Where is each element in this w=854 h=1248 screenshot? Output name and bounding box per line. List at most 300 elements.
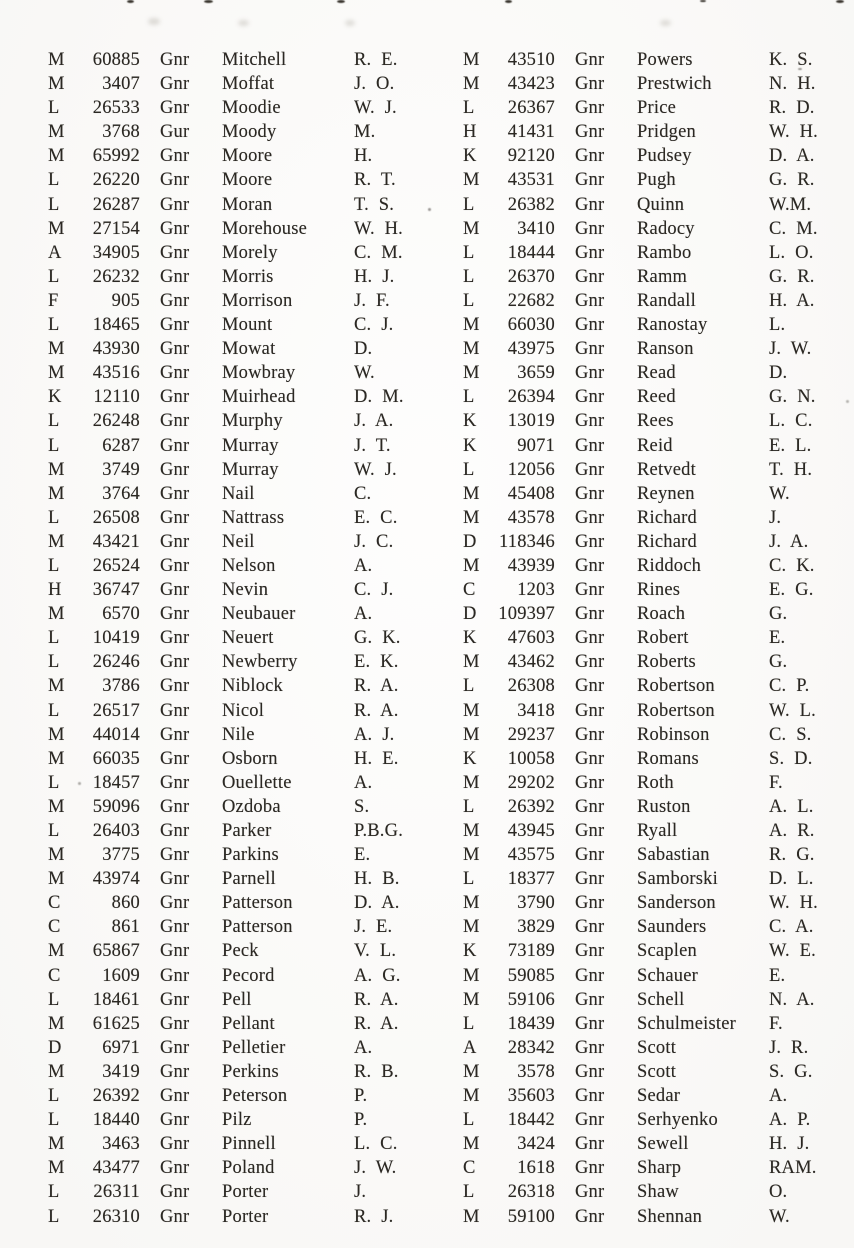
rank-abbrev: Gnr	[160, 845, 190, 866]
service-prefix: L	[48, 411, 60, 432]
service-number: 18439	[507, 1013, 555, 1034]
service-number: 6570	[102, 604, 140, 625]
service-number: 73189	[507, 941, 555, 962]
rank-abbrev: Gnr	[160, 483, 190, 504]
surname: Samborski	[637, 869, 718, 890]
roster-row	[48, 676, 431, 700]
service-number: 43531	[507, 170, 555, 191]
initials: A.	[354, 604, 373, 625]
rank-abbrev: Gnr	[575, 796, 605, 817]
initials: E. G.	[769, 580, 814, 601]
service-number: 3410	[517, 218, 555, 239]
service-number: 29202	[507, 772, 555, 793]
service-number: 3424	[517, 1134, 555, 1155]
rank-abbrev: Gnr	[575, 74, 605, 95]
service-prefix: M	[463, 507, 480, 528]
rank-abbrev: Gnr	[575, 1182, 605, 1203]
roster-row	[48, 363, 431, 387]
service-number: 3775	[102, 845, 140, 866]
surname: Murray	[222, 459, 279, 480]
scan-speck	[846, 400, 849, 403]
service-prefix: M	[463, 170, 480, 191]
surname: Price	[637, 98, 677, 119]
service-number: 3786	[102, 676, 140, 697]
service-prefix: M	[48, 604, 65, 625]
roster-row	[463, 1014, 846, 1038]
surname: Mount	[222, 315, 273, 336]
surname: Poland	[222, 1158, 275, 1179]
initials: J. E.	[354, 917, 393, 938]
surname: Rambo	[637, 242, 692, 263]
service-number: 26232	[92, 266, 140, 287]
service-number: 26392	[507, 796, 555, 817]
initials: G.	[769, 652, 788, 673]
roster-row	[463, 98, 846, 122]
initials: N. H.	[769, 74, 816, 95]
service-prefix: L	[48, 435, 60, 456]
service-number: 18457	[92, 772, 140, 793]
service-prefix: L	[48, 1182, 60, 1203]
roster-row	[48, 98, 431, 122]
roster-row	[463, 532, 846, 556]
service-prefix: M	[463, 1061, 480, 1082]
surname: Scott	[637, 1061, 677, 1082]
service-number: 1618	[517, 1158, 555, 1179]
service-prefix: L	[48, 989, 60, 1010]
roster-row	[463, 869, 846, 893]
service-prefix: L	[48, 555, 60, 576]
surname: Sabastian	[637, 845, 710, 866]
initials: H. A.	[769, 290, 815, 311]
service-prefix: M	[48, 1158, 65, 1179]
initials: C. P.	[769, 676, 810, 697]
service-number: 1203	[517, 580, 555, 601]
initials: W. L.	[769, 700, 816, 721]
service-prefix: M	[48, 74, 65, 95]
surname: Pugh	[637, 170, 676, 191]
roster-row	[463, 315, 846, 339]
roster-row	[48, 484, 431, 508]
rank-abbrev: Gnr	[160, 580, 190, 601]
service-prefix: L	[48, 772, 60, 793]
service-number: 43945	[507, 821, 555, 841]
surname: Scaplen	[637, 941, 697, 962]
initials: A.	[354, 1037, 373, 1058]
service-prefix: H	[463, 122, 477, 143]
service-prefix: D	[463, 531, 477, 552]
service-prefix: A	[48, 242, 62, 263]
initials: O.	[769, 1182, 788, 1203]
rank-abbrev: Gnr	[160, 1061, 190, 1082]
rank-abbrev: Gnr	[575, 1134, 605, 1155]
initials: RAM.	[769, 1158, 817, 1179]
service-number: 3463	[102, 1134, 140, 1155]
initials: C.	[354, 483, 372, 504]
surname: Pridgen	[637, 122, 696, 143]
service-prefix: M	[48, 845, 65, 866]
surname: Murray	[222, 435, 279, 456]
initials: W. E.	[769, 941, 816, 962]
roster-row	[463, 1182, 846, 1206]
surname: Robinson	[637, 724, 710, 745]
service-prefix: C	[48, 893, 61, 914]
service-number: 43516	[92, 363, 140, 384]
rank-abbrev: Gnr	[575, 170, 605, 191]
surname: Porter	[222, 1206, 269, 1227]
rank-abbrev: Gnr	[575, 724, 605, 745]
rank-abbrev: Gnr	[575, 941, 605, 962]
rank-abbrev: Gnr	[575, 772, 605, 793]
service-prefix: M	[463, 989, 480, 1010]
scan-smudge	[238, 20, 249, 26]
initials: G.	[769, 604, 788, 625]
rank-abbrev: Gnr	[160, 459, 190, 480]
service-prefix: C	[48, 917, 61, 938]
roster-row	[463, 508, 846, 532]
roster-row	[48, 170, 431, 194]
roster-row	[48, 243, 431, 267]
service-number: 12110	[93, 387, 140, 408]
roster-row	[463, 267, 846, 291]
surname: Sharp	[637, 1158, 682, 1179]
surname: Nicol	[222, 700, 265, 721]
initials: G. K.	[354, 628, 401, 649]
service-number: 26394	[507, 387, 555, 408]
initials: G. R.	[769, 170, 815, 191]
surname: Read	[637, 363, 676, 384]
service-number: 109397	[498, 604, 555, 625]
surname: Riddoch	[637, 555, 702, 576]
rank-abbrev: Gnr	[575, 1158, 605, 1179]
roster-row	[463, 436, 846, 460]
service-prefix: D	[463, 604, 477, 625]
rank-abbrev: Gnr	[575, 411, 605, 432]
rank-abbrev: Gnr	[160, 146, 190, 167]
initials: N. A.	[769, 989, 815, 1010]
initials: J. F.	[354, 290, 390, 311]
service-prefix: L	[463, 459, 475, 480]
surname: Ramm	[637, 266, 688, 287]
rank-abbrev: Gnr	[575, 555, 605, 576]
service-prefix: M	[48, 146, 65, 167]
roster-row	[463, 821, 846, 845]
surname: Richard	[637, 531, 697, 552]
service-number: 18444	[507, 242, 555, 263]
service-number: 59106	[507, 989, 555, 1010]
service-number: 3419	[102, 1061, 140, 1082]
rank-abbrev: Gnr	[575, 604, 605, 625]
roster-row	[48, 411, 431, 435]
initials: A. G.	[354, 965, 401, 986]
rank-abbrev: Gur	[160, 122, 190, 143]
initials: R. J.	[354, 1206, 394, 1227]
service-number: 22682	[507, 290, 555, 311]
rank-abbrev: Gnr	[160, 796, 190, 817]
rank-abbrev: Gnr	[160, 700, 190, 721]
service-prefix: D	[48, 1037, 62, 1058]
surname: Richard	[637, 507, 697, 528]
roster-row	[48, 50, 431, 74]
roster-row	[463, 773, 846, 797]
surname: Shaw	[637, 1182, 679, 1203]
service-prefix: K	[463, 941, 477, 962]
initials: J.	[769, 507, 782, 528]
surname: Schauer	[637, 965, 698, 986]
service-number: 47603	[507, 628, 555, 649]
service-number: 43421	[92, 531, 140, 552]
service-number: 43975	[507, 339, 555, 360]
rank-abbrev: Gnr	[160, 315, 190, 336]
roster-row	[48, 797, 431, 821]
service-number: 3418	[517, 700, 555, 721]
rank-abbrev: Gnr	[160, 1037, 190, 1058]
service-number: 41431	[507, 122, 555, 143]
rank-abbrev: Gnr	[575, 748, 605, 769]
initials: S. D.	[769, 748, 813, 769]
surname: Roberts	[637, 652, 696, 673]
roster-row	[48, 146, 431, 170]
service-prefix: L	[463, 98, 475, 119]
service-prefix: C	[463, 580, 476, 601]
service-prefix: M	[463, 1206, 480, 1227]
service-prefix: C	[48, 965, 61, 986]
service-number: 34905	[92, 242, 140, 263]
scan-artifact	[204, 0, 213, 3]
rank-abbrev: Gnr	[575, 387, 605, 408]
roster-row	[48, 387, 431, 411]
service-prefix: M	[48, 339, 65, 360]
surname: Moody	[222, 122, 277, 143]
service-number: 59085	[507, 965, 555, 986]
surname: Newberry	[222, 652, 298, 673]
initials: S.	[354, 796, 370, 817]
surname: Pelletier	[222, 1037, 286, 1058]
roster-row	[463, 1038, 846, 1062]
initials: J. A.	[354, 411, 394, 432]
rank-abbrev: Gnr	[575, 363, 605, 384]
service-prefix: L	[463, 869, 475, 890]
surname: Roth	[637, 772, 674, 793]
service-number: 18377	[507, 869, 555, 890]
service-number: 12056	[507, 459, 555, 480]
surname: Moore	[222, 146, 273, 167]
service-number: 65992	[92, 146, 140, 167]
rank-abbrev: Gnr	[575, 652, 605, 673]
rank-abbrev: Gnr	[160, 604, 190, 625]
service-prefix: L	[48, 628, 60, 649]
surname: Saunders	[637, 917, 707, 938]
service-number: 26248	[92, 411, 140, 432]
surname: Pilz	[222, 1110, 252, 1131]
rank-abbrev: Gnr	[160, 194, 190, 215]
surname: Pudsey	[637, 146, 692, 167]
service-number: 1609	[102, 965, 140, 986]
service-number: 66035	[92, 748, 140, 769]
rank-abbrev: Gnr	[160, 652, 190, 673]
service-number: 26382	[507, 194, 555, 215]
service-number: 26524	[92, 555, 140, 576]
service-number: 26308	[507, 676, 555, 697]
roster-row	[463, 484, 846, 508]
initials: W. H.	[354, 218, 403, 239]
roster-row	[463, 604, 846, 628]
surname: Parnell	[222, 869, 276, 890]
rank-abbrev: Gnr	[575, 1061, 605, 1082]
rank-abbrev: Gnr	[160, 290, 190, 311]
service-number: 3829	[517, 917, 555, 938]
roster-row	[463, 941, 846, 965]
roster-row	[48, 1086, 431, 1110]
service-prefix: M	[48, 1061, 65, 1082]
service-prefix: L	[463, 1182, 475, 1203]
service-number: 43974	[92, 869, 140, 890]
roster-row	[48, 436, 431, 460]
service-prefix: M	[48, 748, 65, 769]
surname: Ranostay	[637, 315, 708, 336]
service-prefix: M	[48, 50, 65, 70]
service-number: 43930	[92, 339, 140, 360]
service-number: 26310	[92, 1206, 140, 1227]
initials: C. M.	[769, 218, 818, 239]
initials: A. J.	[354, 724, 395, 745]
roster-row	[463, 1134, 846, 1158]
rank-abbrev: Gnr	[160, 50, 190, 70]
service-prefix: L	[48, 507, 60, 528]
initials: C. J.	[354, 580, 394, 601]
initials: R. B.	[354, 1061, 399, 1082]
rank-abbrev: Gnr	[160, 917, 190, 938]
service-number: 43462	[507, 652, 555, 673]
initials: E.	[354, 845, 371, 866]
initials: H. E.	[354, 748, 399, 769]
surname: Patterson	[222, 893, 293, 914]
initials: D.	[354, 339, 373, 360]
roster-row	[48, 1134, 431, 1158]
service-prefix: F	[48, 290, 59, 311]
rank-abbrev: Gnr	[575, 580, 605, 601]
service-number: 43477	[92, 1158, 140, 1179]
rank-abbrev: Gnr	[160, 1158, 190, 1179]
surname: Schulmeister	[637, 1013, 736, 1034]
roster-row	[48, 845, 431, 869]
service-prefix: M	[463, 965, 480, 986]
rank-abbrev: Gnr	[160, 628, 190, 649]
service-number: 43510	[507, 50, 555, 70]
service-number: 28342	[507, 1037, 555, 1058]
rank-abbrev: Gnr	[575, 1110, 605, 1131]
roster-column-right	[463, 50, 846, 1231]
initials: E. K.	[354, 652, 399, 673]
service-number: 861	[111, 917, 140, 938]
initials: A. P.	[769, 1110, 811, 1131]
roster-row	[463, 701, 846, 725]
roster-row	[48, 821, 431, 845]
service-number: 26517	[92, 700, 140, 721]
rank-abbrev: Gnr	[160, 411, 190, 432]
roster-row	[48, 1110, 431, 1134]
initials: R. A.	[354, 676, 399, 697]
initials: R. E.	[354, 50, 398, 70]
surname: Patterson	[222, 917, 293, 938]
rank-abbrev: Gnr	[160, 531, 190, 552]
rank-abbrev: Gnr	[575, 700, 605, 721]
surname: Niblock	[222, 676, 284, 697]
surname: Romans	[637, 748, 699, 769]
initials: L. O.	[769, 242, 814, 263]
roster-row	[48, 1182, 431, 1206]
service-number: 18461	[92, 989, 140, 1010]
initials: H. J.	[769, 1134, 810, 1155]
initials: T. S.	[354, 194, 395, 215]
rank-abbrev: Gnr	[575, 242, 605, 263]
initials: E. L.	[769, 435, 812, 456]
service-prefix: M	[463, 772, 480, 793]
initials: C. K.	[769, 555, 815, 576]
rank-abbrev: Gnr	[575, 869, 605, 890]
roster-row	[48, 267, 431, 291]
service-prefix: L	[463, 1013, 475, 1034]
surname: Ranson	[637, 339, 694, 360]
initials: C. A.	[769, 917, 814, 938]
service-prefix: M	[463, 845, 480, 866]
roster-row	[48, 1158, 431, 1182]
rank-abbrev: Gnr	[160, 555, 190, 576]
service-prefix: L	[48, 98, 60, 119]
roster-row	[48, 966, 431, 990]
initials: P.	[354, 1086, 368, 1107]
scan-artifact	[505, 0, 512, 3]
scan-smudge	[345, 20, 355, 26]
service-number: 43578	[507, 507, 555, 528]
service-number: 3764	[102, 483, 140, 504]
service-number: 18440	[92, 1110, 140, 1131]
service-prefix: K	[463, 146, 477, 167]
initials: A.	[354, 772, 373, 793]
rank-abbrev: Gnr	[575, 676, 605, 697]
service-prefix: L	[463, 290, 475, 311]
rank-abbrev: Gnr	[575, 1206, 605, 1227]
initials: J. W.	[769, 339, 812, 360]
surname: Moore	[222, 170, 273, 191]
service-prefix: M	[463, 74, 480, 95]
service-number: 3790	[517, 893, 555, 914]
surname: Scott	[637, 1037, 677, 1058]
rank-abbrev: Gnr	[575, 893, 605, 914]
surname: Mitchell	[222, 50, 287, 70]
surname: Neil	[222, 531, 255, 552]
rank-abbrev: Gnr	[160, 242, 190, 263]
initials: C. M.	[354, 242, 403, 263]
service-prefix: M	[463, 700, 480, 721]
roster-row	[48, 917, 431, 941]
initials: J. O.	[354, 74, 395, 95]
rank-abbrev: Gnr	[575, 821, 605, 841]
roster-row	[463, 170, 846, 194]
surname: Reynen	[637, 483, 695, 504]
initials: W. J.	[354, 459, 397, 480]
service-prefix: L	[48, 194, 60, 215]
initials: J. A.	[769, 531, 809, 552]
initials: R. G.	[769, 845, 815, 866]
surname: Murphy	[222, 411, 283, 432]
rank-abbrev: Gnr	[160, 435, 190, 456]
initials: J. T.	[354, 435, 391, 456]
surname: Nail	[222, 483, 255, 504]
surname: Peck	[222, 941, 259, 962]
surname: Retvedt	[637, 459, 696, 480]
rank-abbrev: Gnr	[160, 1206, 190, 1227]
service-number: 10419	[92, 628, 140, 649]
